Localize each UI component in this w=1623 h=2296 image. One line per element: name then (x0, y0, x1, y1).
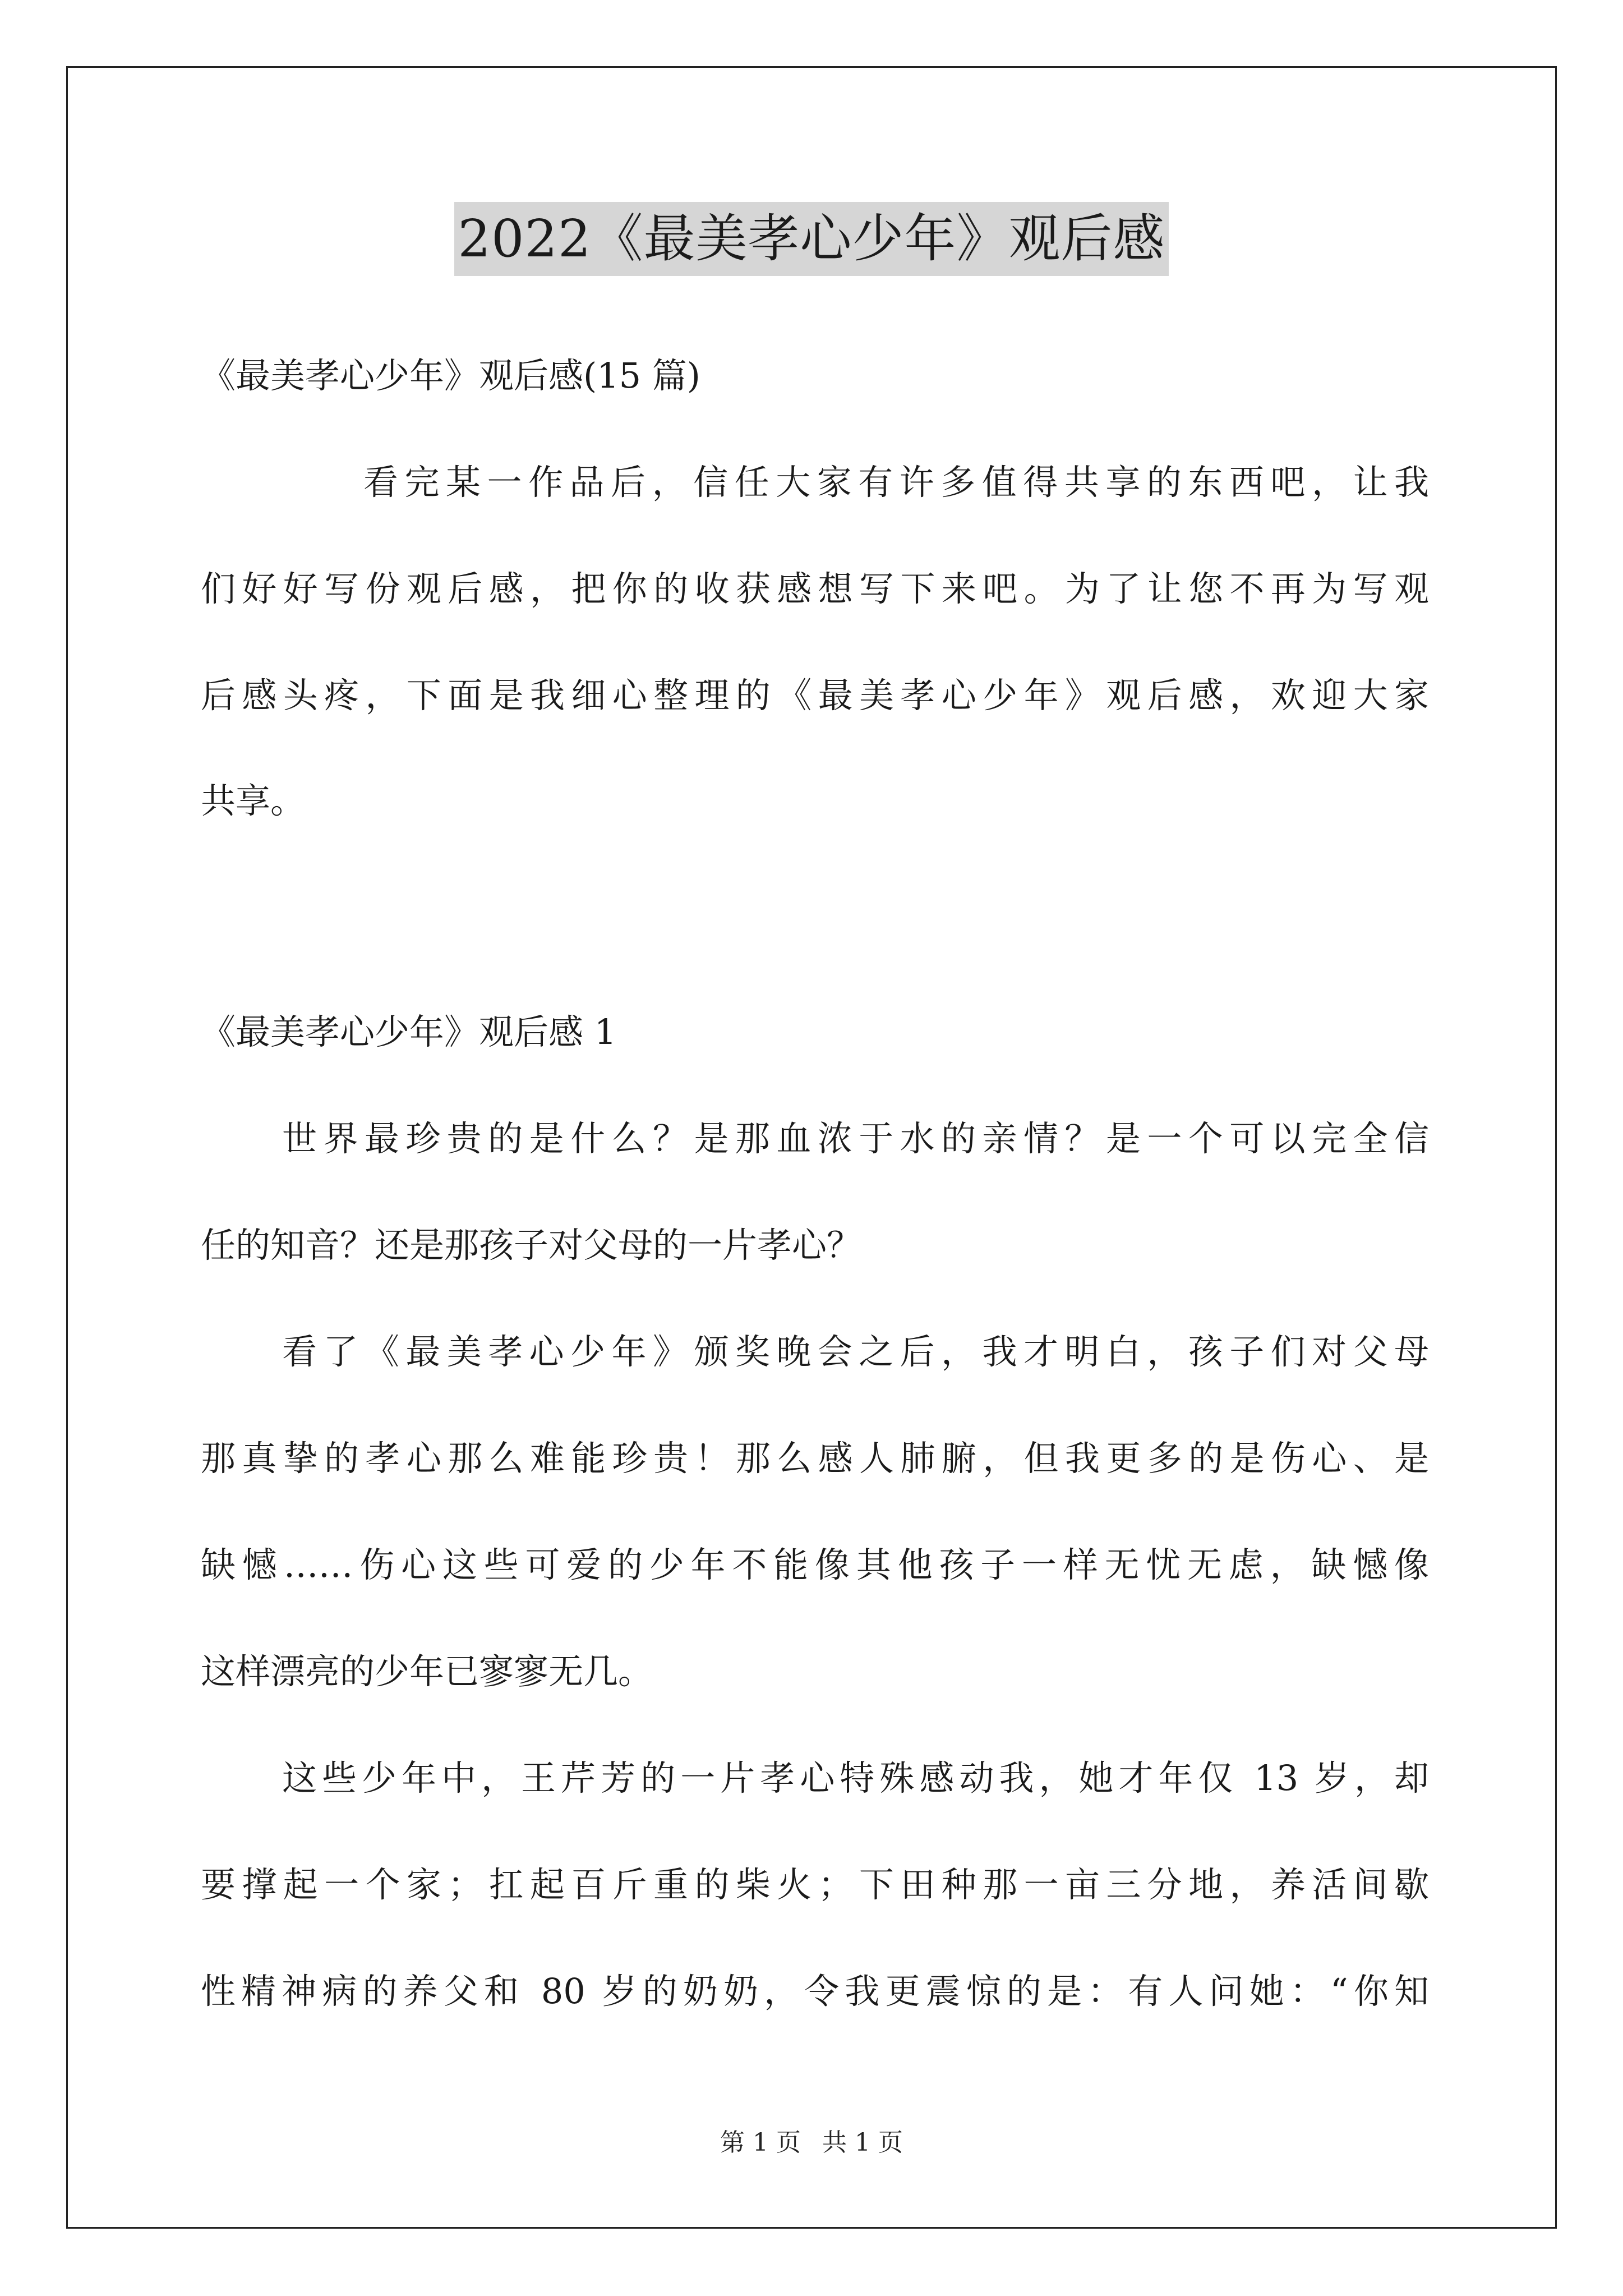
body-line-2: 任的知音？还是那孩子对父母的一片孝心？ (201, 1225, 862, 1266)
body-line-7: 这些少年中，王芹芳的一片孝心特殊感动我，她才年仅 13 岁，却 (282, 1757, 1429, 1798)
body-line-6: 这样漂亮的少年已寥寥无几。 (201, 1651, 653, 1692)
intro-line-3: 后感头疼，下面是我细心整理的《最美孝心少年》观后感，欢迎大家 (201, 675, 1429, 716)
body-line-9: 性精神病的养父和 80 岁的奶奶，令我更震惊的是：有人问她：“你知 (201, 1971, 1429, 2012)
intro-line-1: 看完某一作品后，信任大家有许多值得共享的东西吧，让我 (363, 462, 1429, 503)
body-line-3: 看了《最美孝心少年》颁奖晚会之后，我才明白，孩子们对父母 (282, 1331, 1429, 1372)
title-container (0, 202, 1623, 276)
intro-line-4: 共享。 (201, 780, 306, 821)
page-total: 共 1 页 (822, 2128, 903, 2157)
main-heading: 《最美孝心少年》观后感(15 篇) (201, 355, 700, 396)
body-line-8: 要撑起一个家；扛起百斤重的柴火；下田种那一亩三分地，养活间歇 (201, 1864, 1429, 1905)
intro-line-2: 们好好写份观后感，把你的收获感想写下来吧。为了让您不再为写观 (201, 568, 1429, 609)
document-title: 2022《最美孝心少年》观后感 (454, 202, 1168, 276)
page-number: 第 1 页 (720, 2128, 801, 2157)
body-line-1: 世界最珍贵的是什么？是那血浓于水的亲情？是一个可以完全信 (282, 1118, 1429, 1159)
body-line-5: 缺憾……伤心这些可爱的少年不能像其他孩子一样无忧无虑，缺憾像 (201, 1544, 1429, 1585)
section-heading-1: 《最美孝心少年》观后感 1 (201, 1011, 617, 1052)
page-footer (0, 2126, 1623, 2160)
body-line-4: 那真挚的孝心那么难能珍贵！那么感人肺腑，但我更多的是伤心、是 (201, 1438, 1429, 1479)
